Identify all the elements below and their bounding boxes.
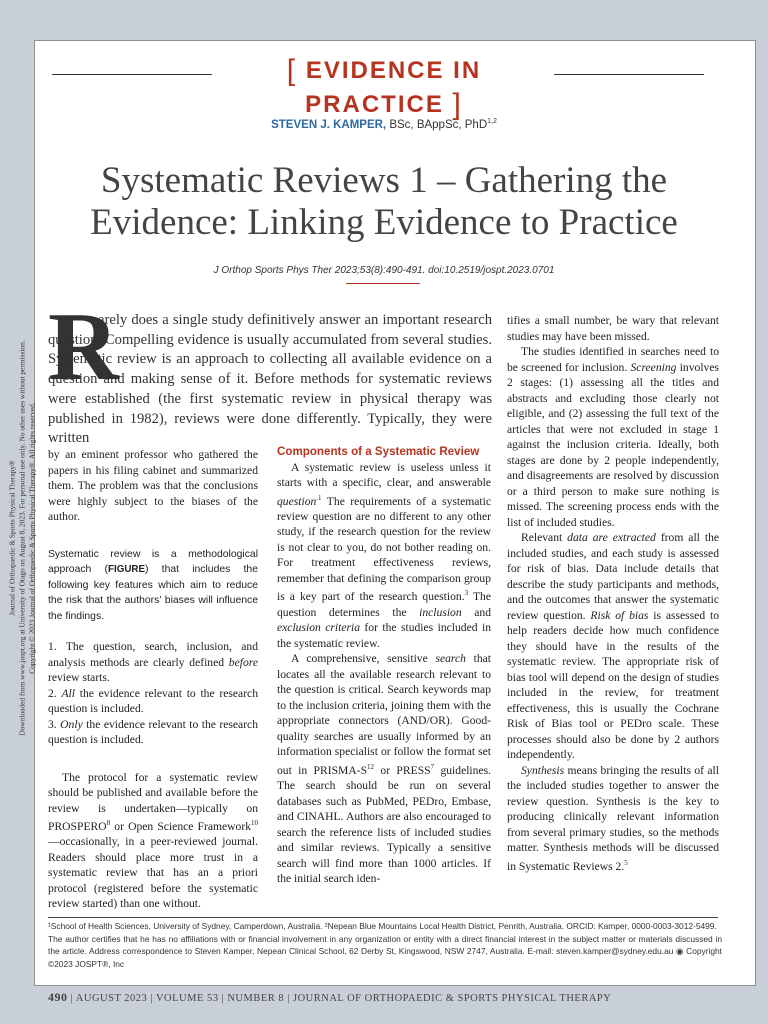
col2-paragraph-question: A systematic review is useless unless it starts with a specific, clear, and answerable question$^{.1}$ The requirements of a systematic review question are no different to any other study, if the research question for the review is not clear to you, do not bother reading on. For treatment effectiveness reviews, remember that defining the comparison group is a key part of the research question.$^3$ The question determines the inclusion and exclusion criteria for the studies included in the systematic review.	[277, 460, 492, 650]
list-item-1: 1. The question, search, inclusion, and analysis methods are clearly defined before review starts.	[48, 640, 258, 684]
bracket-open: [	[286, 54, 298, 87]
banner-rule-right	[554, 74, 704, 75]
section-label	[218, 54, 550, 122]
col1-paragraph-1: by an eminent professor who gathered the papers in his filing cabinet and summarized them. The problem was that the conclusions were highly subject to the biases of the author.	[48, 448, 258, 523]
col3-paragraph-extraction: Relevant data are extracted from all the included studies, and each study is assessed for risk of bias. Data include details that describe the study participants and methods, and the outcomes that answer the systematic review question. Risk of bias is assessed to help readers decide how much confidence they should have in the results of the systematic review. The appropriate risk of bias tool will depend on the design of studies included in the review, for treatment effectiveness, this is usually the Cochrane Risk of Bias tool or PEDro scale. These processes should also be done by 2 authors independently.	[507, 531, 720, 761]
notice-copyright-line: Copyright © 2023 Journal of Orthopaedic & Sports Physical Therapy®. All rights reserved.	[27, 402, 37, 674]
author-name: STEVEN J. KAMPER,	[271, 118, 387, 131]
col3-paragraph-screening: The studies identified in searches need to be screened for inclusion. Screening involves 2 stages: (1) assessing all the titles and abstracts and excluding those clearly not eligible, and (2) assessing the full text of the articles that were not excluded in stage 1 against the inclusion criteria. Ideally, both stages are done by 2 people independently, and disagreements are resolved by discussion or a third person to make sure nothing is missed. The screening process ends with the list of included studies.	[507, 345, 719, 529]
citation-rule	[346, 283, 420, 284]
section-heading: Components of a Systematic Review	[277, 445, 480, 458]
article-title: Systematic Reviews 1 – Gathering the Evidence: Linking Evidence to Practice	[90, 160, 678, 243]
download-notice	[0, 258, 44, 818]
list-item-2: 2. All the evidence relevant to the research question is included.	[48, 686, 258, 715]
drop-cap: R	[48, 293, 119, 401]
col3-paragraph-synthesis: Synthesis means bringing the results of all the included studies together to answer the review question. Synthesis is the key to producing clinically relevant information from several primary studies, so the methods matter. Synthesis methods will be discussed in Systematic Reviews 2.$^5$	[507, 763, 719, 873]
footnote-affiliations: ¹School of Health Sciences, University of Sydney, Camperdown, Australia. ²Nepean Blue Mountains Local Health District, Penrith, Australia. ORCID: Kamper, 0000-0003-3012-5499.	[48, 921, 717, 931]
intro-paragraph	[48, 311, 492, 449]
page-number: 490	[48, 990, 68, 1004]
author-credentials: BSc, BAppSc, PhD	[386, 118, 488, 131]
footnote-disclosure: The author certifies that he has no affiliations with or financial involvement in any organization or entity with a direct financial interest in the subject matter or materials discussed in the article. Address correspondence to Steven Kamper, Nepean Clinical School, 62 Derby St, Kingswood, NSW 2747, Australia. E-mail: steven.kamper@sydney.edu.au ◉ Copyright ©2023 JOSPT®, Inc	[48, 933, 722, 969]
figure-ref: FIGURE	[108, 564, 146, 575]
col1-key-features: Systematic review is a methodological approach (FIGURE) that includes the following key features which aim to reduce the risk that the authors’ biases will influence the findings.	[48, 548, 258, 622]
author-affiliation-marks: 1,2	[487, 118, 497, 125]
author-line	[52, 118, 716, 131]
col2-paragraph-search: A comprehensive, sensitive search that locates all the available research relevant to the question is critical. Search keywords map to the inclusion criteria, joining them with the appropriate connectors (AND/OR). Good-quality searches are usually informed by an information specialist or follow the format set out in PRISMA-S$^{12}$ or PRESS$^7$ guidelines. The search should be run on several databases such as PubMed, PEDro, Embase, and CINAHL. Authors are also encouraged to search the reference lists of included studies and similar reviews. Typically a sensitive search will find more than 1000 articles. If the initial search iden-	[277, 652, 492, 886]
citation: J Orthop Sports Phys Ther 2023;53(8):490-491. doi:10.2519/jospt.2023.0701	[213, 265, 555, 276]
footer-journal-info: | AUGUST 2023 | VOLUME 53 | NUMBER 8 | JOURNAL OF ORTHOPAEDIC & SPORTS PHYSICAL THERAPY	[67, 993, 612, 1004]
footnote	[48, 920, 722, 970]
intro-text: arely does a single study definitively answer an important research question. Compelling evidence is usually accumulated from several studies. Systematic review is an approach to collecting all available evidence on a question and making sense of it. Before methods for systematic reviews were established (the first systematic review in physical therapy was published in 1982), reviews were done differently. Typically, they were written	[48, 312, 492, 447]
bracket-close: ]	[452, 88, 463, 121]
column-1	[48, 447, 258, 912]
footnote-rule	[48, 917, 718, 918]
notice-download-line: Downloaded from www.jospt.org at University of Otago on August 8, 2023. For personal use only. No other uses without permission.	[17, 340, 27, 736]
column-3	[507, 313, 719, 874]
column-2	[277, 444, 491, 887]
col3-paragraph-1: tifies a small number, be wary that relevant studies may have been missed.	[507, 314, 719, 343]
col1-paragraph-protocol: The protocol for a systematic review should be published and available before the review is undertaken—typically on PROSPERO$^8$ or Open Science Framework$^{10}$—occasionally, in a peer-reviewed journal. Readers should place more trust in a systematic review that has an a priori protocol (registered before the systematic review started) than one without.	[48, 770, 258, 911]
section-label-text: EVIDENCE IN PRACTICE	[305, 57, 482, 118]
notice-journal-line: Journal of Orthopaedic & Sports Physical Therapy®	[7, 460, 17, 616]
banner-rule-left	[52, 74, 212, 75]
page-footer	[48, 990, 718, 1005]
list-item-3: 3. Only the evidence relevant to the research question is included.	[48, 717, 259, 746]
section-banner	[52, 54, 704, 121]
